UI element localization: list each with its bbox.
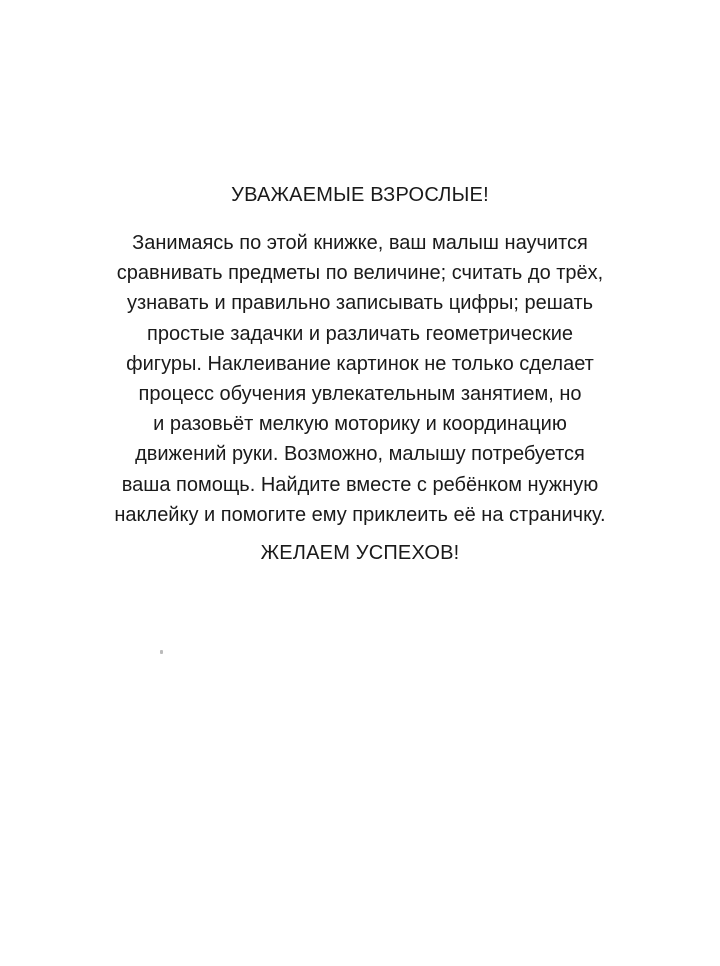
closing-heading: ЖЕЛАЕМ УСПЕХОВ! bbox=[260, 542, 460, 564]
paragraph-line: наклейку и помогите ему приклеить её на страничку. bbox=[114, 503, 606, 526]
paragraph-line: Занимаясь по этой книжке, ваш малыш научится bbox=[132, 232, 588, 254]
paragraph-line: фигуры. Наклеивание картинок не только сделает bbox=[126, 352, 594, 375]
paragraph-line: узнавать и правильно записывать цифры; решать bbox=[126, 292, 594, 315]
paragraph-line: движений руки. Возможно, малышу потребуется bbox=[135, 443, 585, 466]
print-speck bbox=[160, 650, 163, 654]
paragraph-line: процесс обучения увлекательным занятием, но bbox=[138, 383, 582, 406]
paragraph-line: сравнивать предметы по величине; считать до трёх, bbox=[116, 262, 604, 285]
greeting-heading: УВАЖАЕМЫЕ ВЗРОСЛЫЕ! bbox=[231, 184, 489, 206]
paragraph-line: простые задачки и различать геометрические bbox=[147, 322, 573, 345]
paragraph-line: ваша помощь. Найдите вместе с ребёнком нужную bbox=[121, 473, 599, 496]
intro-paragraph bbox=[0, 228, 720, 530]
paragraph-line: и разовьёт мелкую моторику и координацию bbox=[153, 413, 567, 436]
